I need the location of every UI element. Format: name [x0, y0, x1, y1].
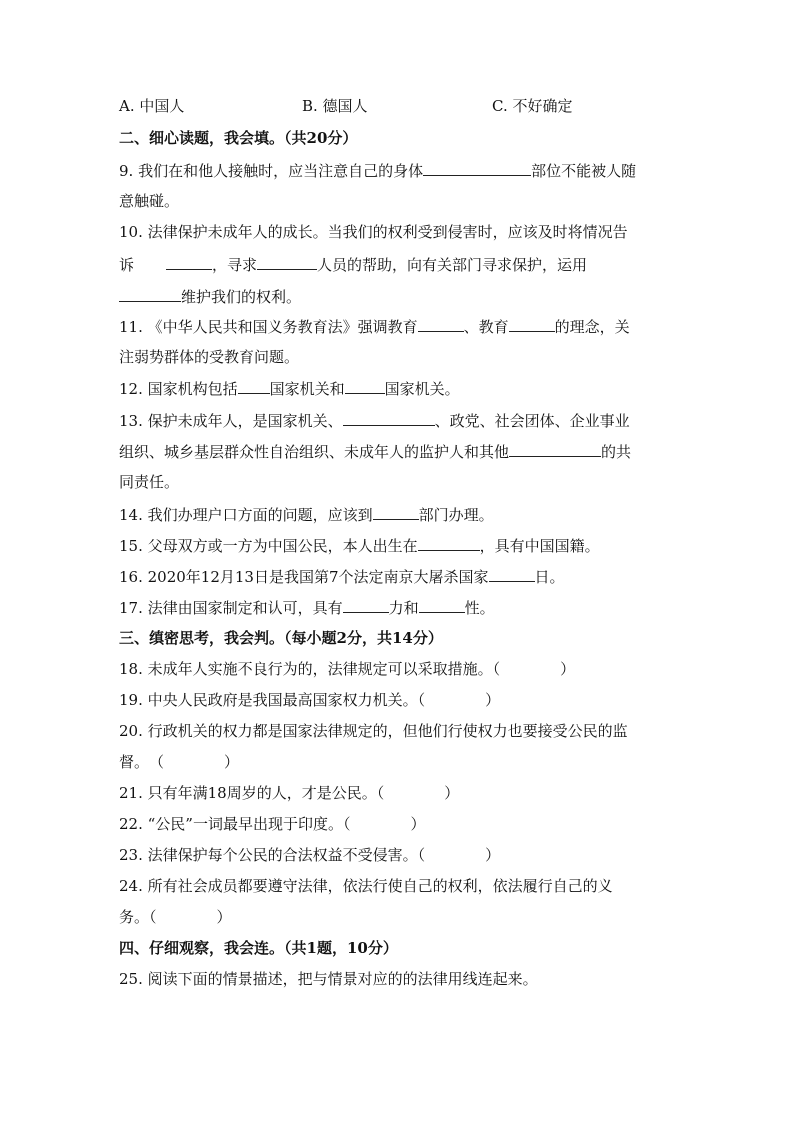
option-b: B. 德国人 — [302, 97, 368, 115]
question-10-line-3 — [119, 286, 679, 307]
q10-blank-2[interactable] — [257, 254, 317, 270]
q10-blank-3[interactable] — [119, 286, 181, 302]
section-2-heading: 二、细心读题，我会填。（共20分） — [119, 129, 358, 147]
q16-text-1: 16. 2020年12月13日是我国第7个法定南京大屠杀国家 — [119, 568, 489, 586]
q11-blank-1[interactable] — [418, 316, 464, 332]
question-17 — [119, 597, 679, 618]
q9-blank[interactable] — [423, 160, 531, 176]
q16-text-2: 日。 — [534, 568, 565, 586]
q17-text-2: 力和 — [388, 599, 419, 617]
q10-text-4: 人员的帮助，向有关部门寻求保护，运用 — [317, 256, 588, 274]
question-9-line-1 — [119, 160, 679, 181]
q12-text-3: 国家机关。 — [384, 380, 460, 398]
q13-blank-1[interactable] — [343, 410, 435, 426]
option-a: A. 中国人 — [119, 97, 185, 115]
q11-text-3: 的理念，关 — [554, 318, 630, 336]
question-12 — [119, 378, 679, 399]
q14-text-2: 部门办理。 — [418, 506, 494, 524]
q12-text-2: 国家机关和 — [269, 380, 345, 398]
question-11-line-1 — [119, 316, 679, 337]
question-9-line-2: 意触碰。 — [119, 192, 180, 210]
q15-blank[interactable] — [418, 535, 480, 551]
q10-text-5: 维护我们的权利。 — [181, 288, 302, 306]
question-13-line-1 — [119, 410, 679, 431]
q13-text-2: 、政党、社会团体、企业事业 — [434, 412, 630, 430]
question-14 — [119, 504, 679, 525]
q12-blank-1[interactable] — [238, 378, 270, 394]
q15-text-1: 15. 父母双方或一方为中国公民，本人出生在 — [119, 537, 418, 555]
q17-text-3: 性。 — [464, 599, 495, 617]
q10-text-2: 诉 — [119, 256, 135, 274]
question-10-line-1: 10. 法律保护未成年人的成长。当我们的权利受到侵害时，应该及时将情况告 — [119, 223, 628, 241]
q10-blank-1[interactable] — [166, 254, 212, 270]
question-21: 21. 只有年满18周岁的人，才是公民。（ ） — [119, 784, 460, 802]
q17-blank-1[interactable] — [343, 597, 389, 613]
section-3-heading: 三、缜密思考，我会判。（每小题2分，共14分） — [119, 629, 443, 647]
section-4-heading: 四、仔细观察，我会连。（共1题，10分） — [119, 939, 398, 957]
q13-text-4: 的共 — [601, 443, 632, 461]
q12-text-1: 12. 国家机构包括 — [119, 380, 238, 398]
q12-blank-2[interactable] — [345, 378, 385, 394]
q9-text-1: 9. 我们在和他人接触时，应当注意自己的身体 — [119, 162, 424, 180]
q11-text-2: 、教育 — [463, 318, 509, 336]
question-18: 18. 未成年人实施不良行为的，法律规定可以采取措施。（ ） — [119, 660, 576, 678]
option-c: C. 不好确定 — [492, 97, 573, 115]
question-25: 25. 阅读下面的情景描述，把与情景对应的的法律用线连起来。 — [119, 970, 538, 988]
question-24-line-1: 24. 所有社会成员都要遵守法律，依法行使自己的权利，依法履行自己的义 — [119, 877, 613, 895]
q11-text-1: 11. 《中华人民共和国义务教育法》强调教育 — [119, 318, 418, 336]
q14-blank[interactable] — [373, 504, 419, 520]
q13-text-3: 组织、城乡基层群众性自治组织、未成年人的监护人和其他 — [119, 443, 510, 461]
q17-text-1: 17. 法律由国家制定和认可，具有 — [119, 599, 343, 617]
q9-text-2: 部位不能被人随 — [531, 162, 637, 180]
q14-text-1: 14. 我们办理户口方面的问题，应该到 — [119, 506, 373, 524]
question-20-line-2: 督。 （ ） — [119, 753, 240, 771]
question-23: 23. 法律保护每个公民的合法权益不受侵害。（ ） — [119, 846, 501, 864]
question-20-line-1: 20. 行政机关的权力都是国家法律规定的，但他们行使权力也要接受公民的监 — [119, 722, 628, 740]
q10-text-3: ，寻求 — [212, 256, 258, 274]
question-15 — [119, 535, 679, 556]
question-11-line-2: 注弱势群体的受教育问题。 — [119, 348, 300, 366]
q13-blank-2[interactable] — [509, 441, 601, 457]
question-13-line-2 — [119, 441, 679, 462]
question-10-line-2 — [119, 254, 679, 275]
question-19: 19. 中央人民政府是我国最高国家权力机关。（ ） — [119, 691, 501, 709]
q13-text-1: 13. 保护未成年人，是国家机关、 — [119, 412, 343, 430]
question-16 — [119, 566, 679, 587]
q16-blank[interactable] — [489, 566, 535, 582]
question-13-line-3: 同责任。 — [119, 473, 180, 491]
question-24-line-2: 务。（ ） — [119, 908, 232, 926]
q11-blank-2[interactable] — [509, 316, 555, 332]
q17-blank-2[interactable] — [419, 597, 465, 613]
q15-text-2: ，具有中国国籍。 — [479, 537, 600, 555]
question-22: 22. “公民”一词最早出现于印度。（ ） — [119, 815, 426, 833]
